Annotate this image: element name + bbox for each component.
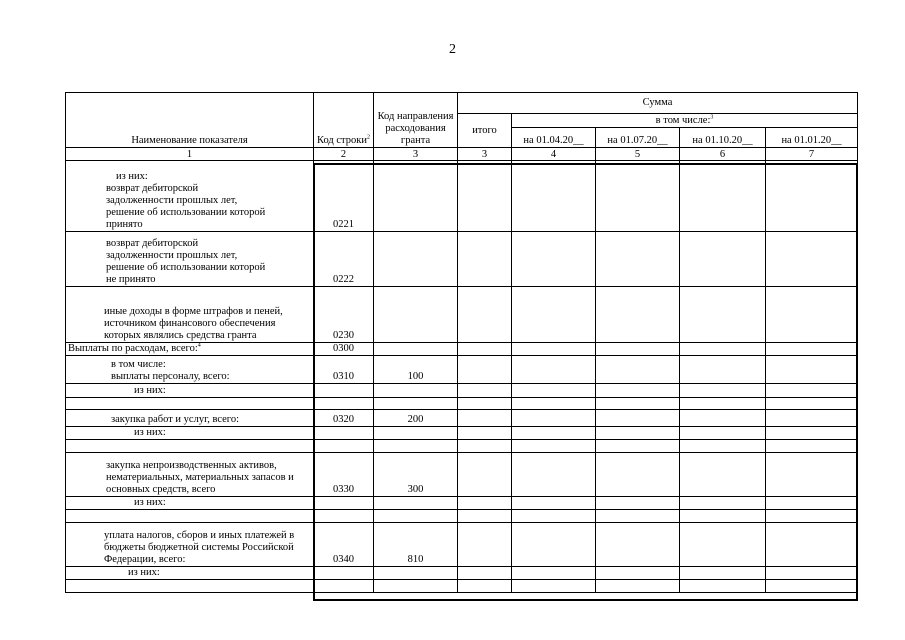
table-row (66, 580, 858, 593)
row-label: из них: возврат дебиторской задолженности прошлых лет, решение об использовании которой принято (66, 161, 314, 232)
row-label: из них: (66, 384, 314, 398)
col-num: 3 (458, 148, 512, 161)
row-label: уплата налогов, сборов и иных платежей в бюджеты бюджетной системы Российской Федерации, всего: (66, 523, 314, 567)
row-code: 0221 (314, 161, 374, 232)
row-code: 0330 (314, 453, 374, 497)
row-label: иные доходы в форме штрафов и пеней, источником финансового обеспечения которых являлись средства гранта (66, 287, 314, 343)
column-numbers-row (66, 148, 858, 161)
table-row (66, 453, 858, 497)
table-row (66, 356, 858, 384)
table-row (66, 398, 858, 410)
header-date-3: на 01.10.20__ (680, 128, 766, 148)
row-code: 0222 (314, 232, 374, 287)
table-row (66, 523, 858, 567)
row-label: из них: (66, 427, 314, 440)
row-direction-code: 300 (374, 453, 458, 497)
header-sum: Сумма (458, 93, 858, 114)
table-row (66, 232, 858, 287)
row-direction-code: 100 (374, 356, 458, 384)
table-row (66, 510, 858, 523)
row-label: из них: (66, 567, 314, 580)
table-row (66, 427, 858, 440)
table-row (66, 287, 858, 343)
header-date-4: на 01.01.20__ (766, 128, 858, 148)
row-code: 0310 (314, 356, 374, 384)
row-label: в том числе: выплаты персоналу, всего: (66, 356, 314, 384)
header-date-2: на 01.07.20__ (596, 128, 680, 148)
row-direction-code: 810 (374, 523, 458, 567)
header-code-row: Код строки$^2$ (314, 93, 374, 148)
row-label: Выплаты по расходам, всего:$^4$ (66, 343, 314, 356)
table-row (66, 440, 858, 453)
report-table (65, 92, 858, 593)
row-label: возврат дебиторской задолженности прошлых лет, решение об использовании которой не принято (66, 232, 314, 287)
col-num: 2 (314, 148, 374, 161)
table-row (66, 567, 858, 580)
row-code: 0340 (314, 523, 374, 567)
col-num: 6 (680, 148, 766, 161)
col-num: 5 (596, 148, 680, 161)
header-code-direction: Код направления расходования гранта (374, 93, 458, 148)
row-code: 0300 (314, 343, 374, 356)
table-row (66, 497, 858, 510)
col-num: 7 (766, 148, 858, 161)
page-number: 2 (449, 42, 456, 57)
row-direction-code: 200 (374, 410, 458, 427)
col-num: 1 (66, 148, 314, 161)
header-name: Наименование показателя (66, 93, 314, 148)
header-including: в том числе:$^3$ (512, 114, 858, 128)
col-num: 4 (512, 148, 596, 161)
header-total: итого (458, 114, 512, 148)
table-row (66, 161, 858, 232)
table-row (66, 343, 858, 356)
row-label: из них: (66, 497, 314, 510)
table-row (66, 384, 858, 398)
header-date-1: на 01.04.20__ (512, 128, 596, 148)
row-label: закупка непроизводственных активов, нематериальных, материальных запасов и основных средств, всего (66, 453, 314, 497)
table-row (66, 410, 858, 427)
row-code: 0320 (314, 410, 374, 427)
row-code: 0230 (314, 287, 374, 343)
col-num: 3 (374, 148, 458, 161)
row-label: закупка работ и услуг, всего: (66, 410, 314, 427)
